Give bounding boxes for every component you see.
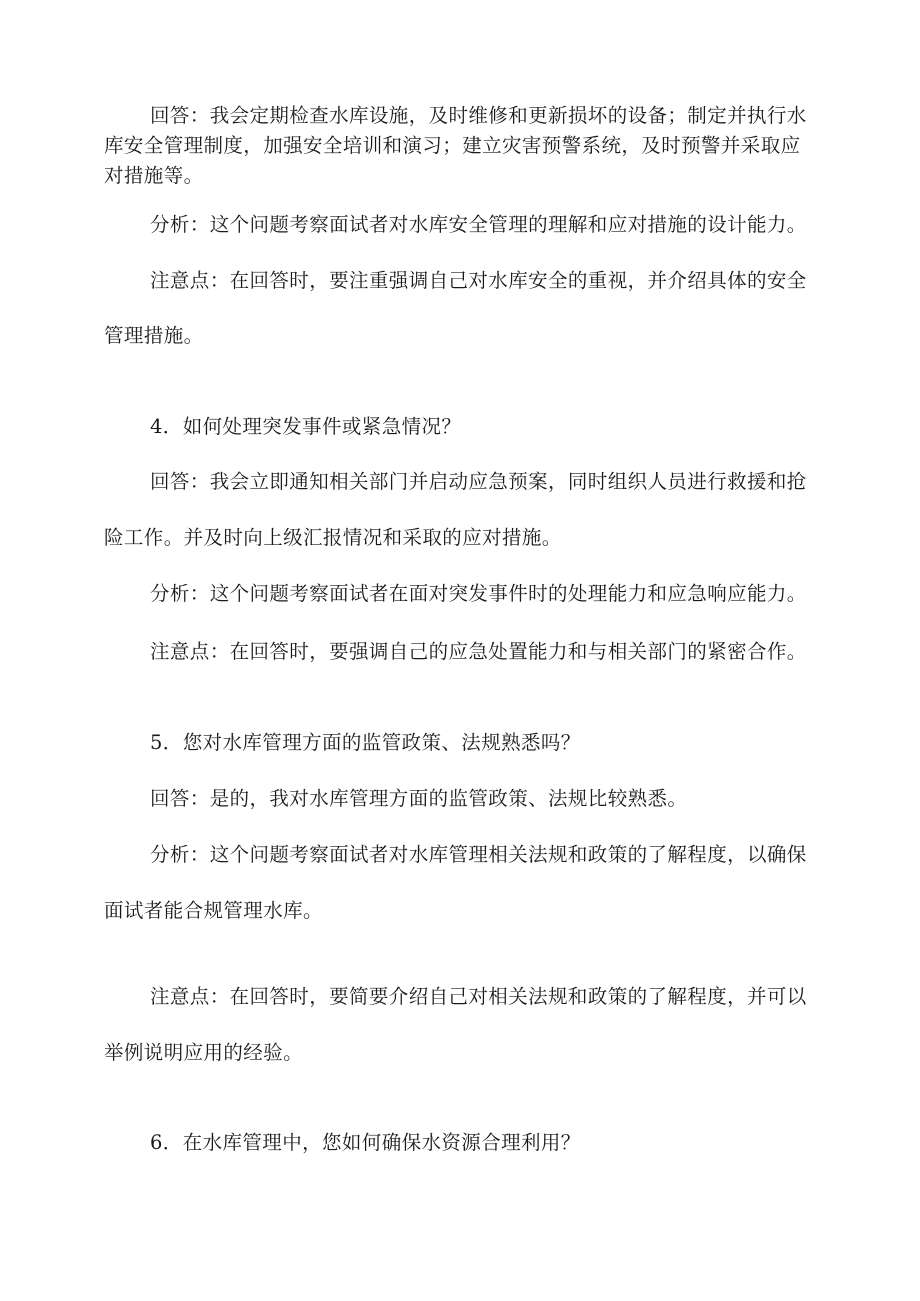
q5-analysis-line-2: 面试者能合规管理水库。 bbox=[104, 899, 323, 922]
question-5-heading: 5．您对水库管理方面的监管政策、法规熟悉吗？ bbox=[150, 731, 581, 754]
question-4-heading: 4．如何处理突发事件或紧急情况？ bbox=[150, 415, 462, 438]
q3-answer-line-1: 回答：我会定期检查水库设施，及时维修和更新损坏的设备；制定并执行水 bbox=[150, 104, 807, 127]
q5-note-line-1: 注意点：在回答时，要简要介绍自己对相关法规和政策的了解程度，并可以 bbox=[150, 985, 807, 1008]
q3-note-line-2: 管理措施。 bbox=[104, 324, 204, 347]
question-6-heading: 6．在水库管理中，您如何确保水资源合理利用？ bbox=[150, 1131, 581, 1154]
q5-note-line-2: 举例说明应用的经验。 bbox=[104, 1041, 304, 1064]
q4-note-line: 注意点：在回答时，要强调自己的应急处置能力和与相关部门的紧密合作。 bbox=[150, 640, 807, 663]
q5-answer-line: 回答：是的，我对水库管理方面的监管政策、法规比较熟悉。 bbox=[150, 787, 688, 810]
q3-answer-line-2: 库安全管理制度，加强安全培训和演习；建立灾害预警系统，及时预警并采取应 bbox=[104, 134, 801, 157]
q3-note-line-1: 注意点：在回答时，要注重强调自己对水库安全的重视，并介绍具体的安全 bbox=[150, 269, 807, 292]
q4-answer-line-2: 险工作。并及时向上级汇报情况和采取的应对措施。 bbox=[104, 526, 562, 549]
q5-analysis-line-1: 分析：这个问题考察面试者对水库管理相关法规和政策的了解程度，以确保 bbox=[150, 843, 807, 866]
q3-analysis-line: 分析：这个问题考察面试者对水库安全管理的理解和应对措施的设计能力。 bbox=[150, 213, 807, 236]
q4-analysis-line: 分析：这个问题考察面试者在面对突发事件时的处理能力和应急响应能力。 bbox=[150, 582, 807, 605]
q4-answer-line-1: 回答：我会立即通知相关部门并启动应急预案，同时组织人员进行救援和抢 bbox=[150, 470, 807, 493]
q3-answer-line-3: 对措施等。 bbox=[104, 164, 204, 187]
